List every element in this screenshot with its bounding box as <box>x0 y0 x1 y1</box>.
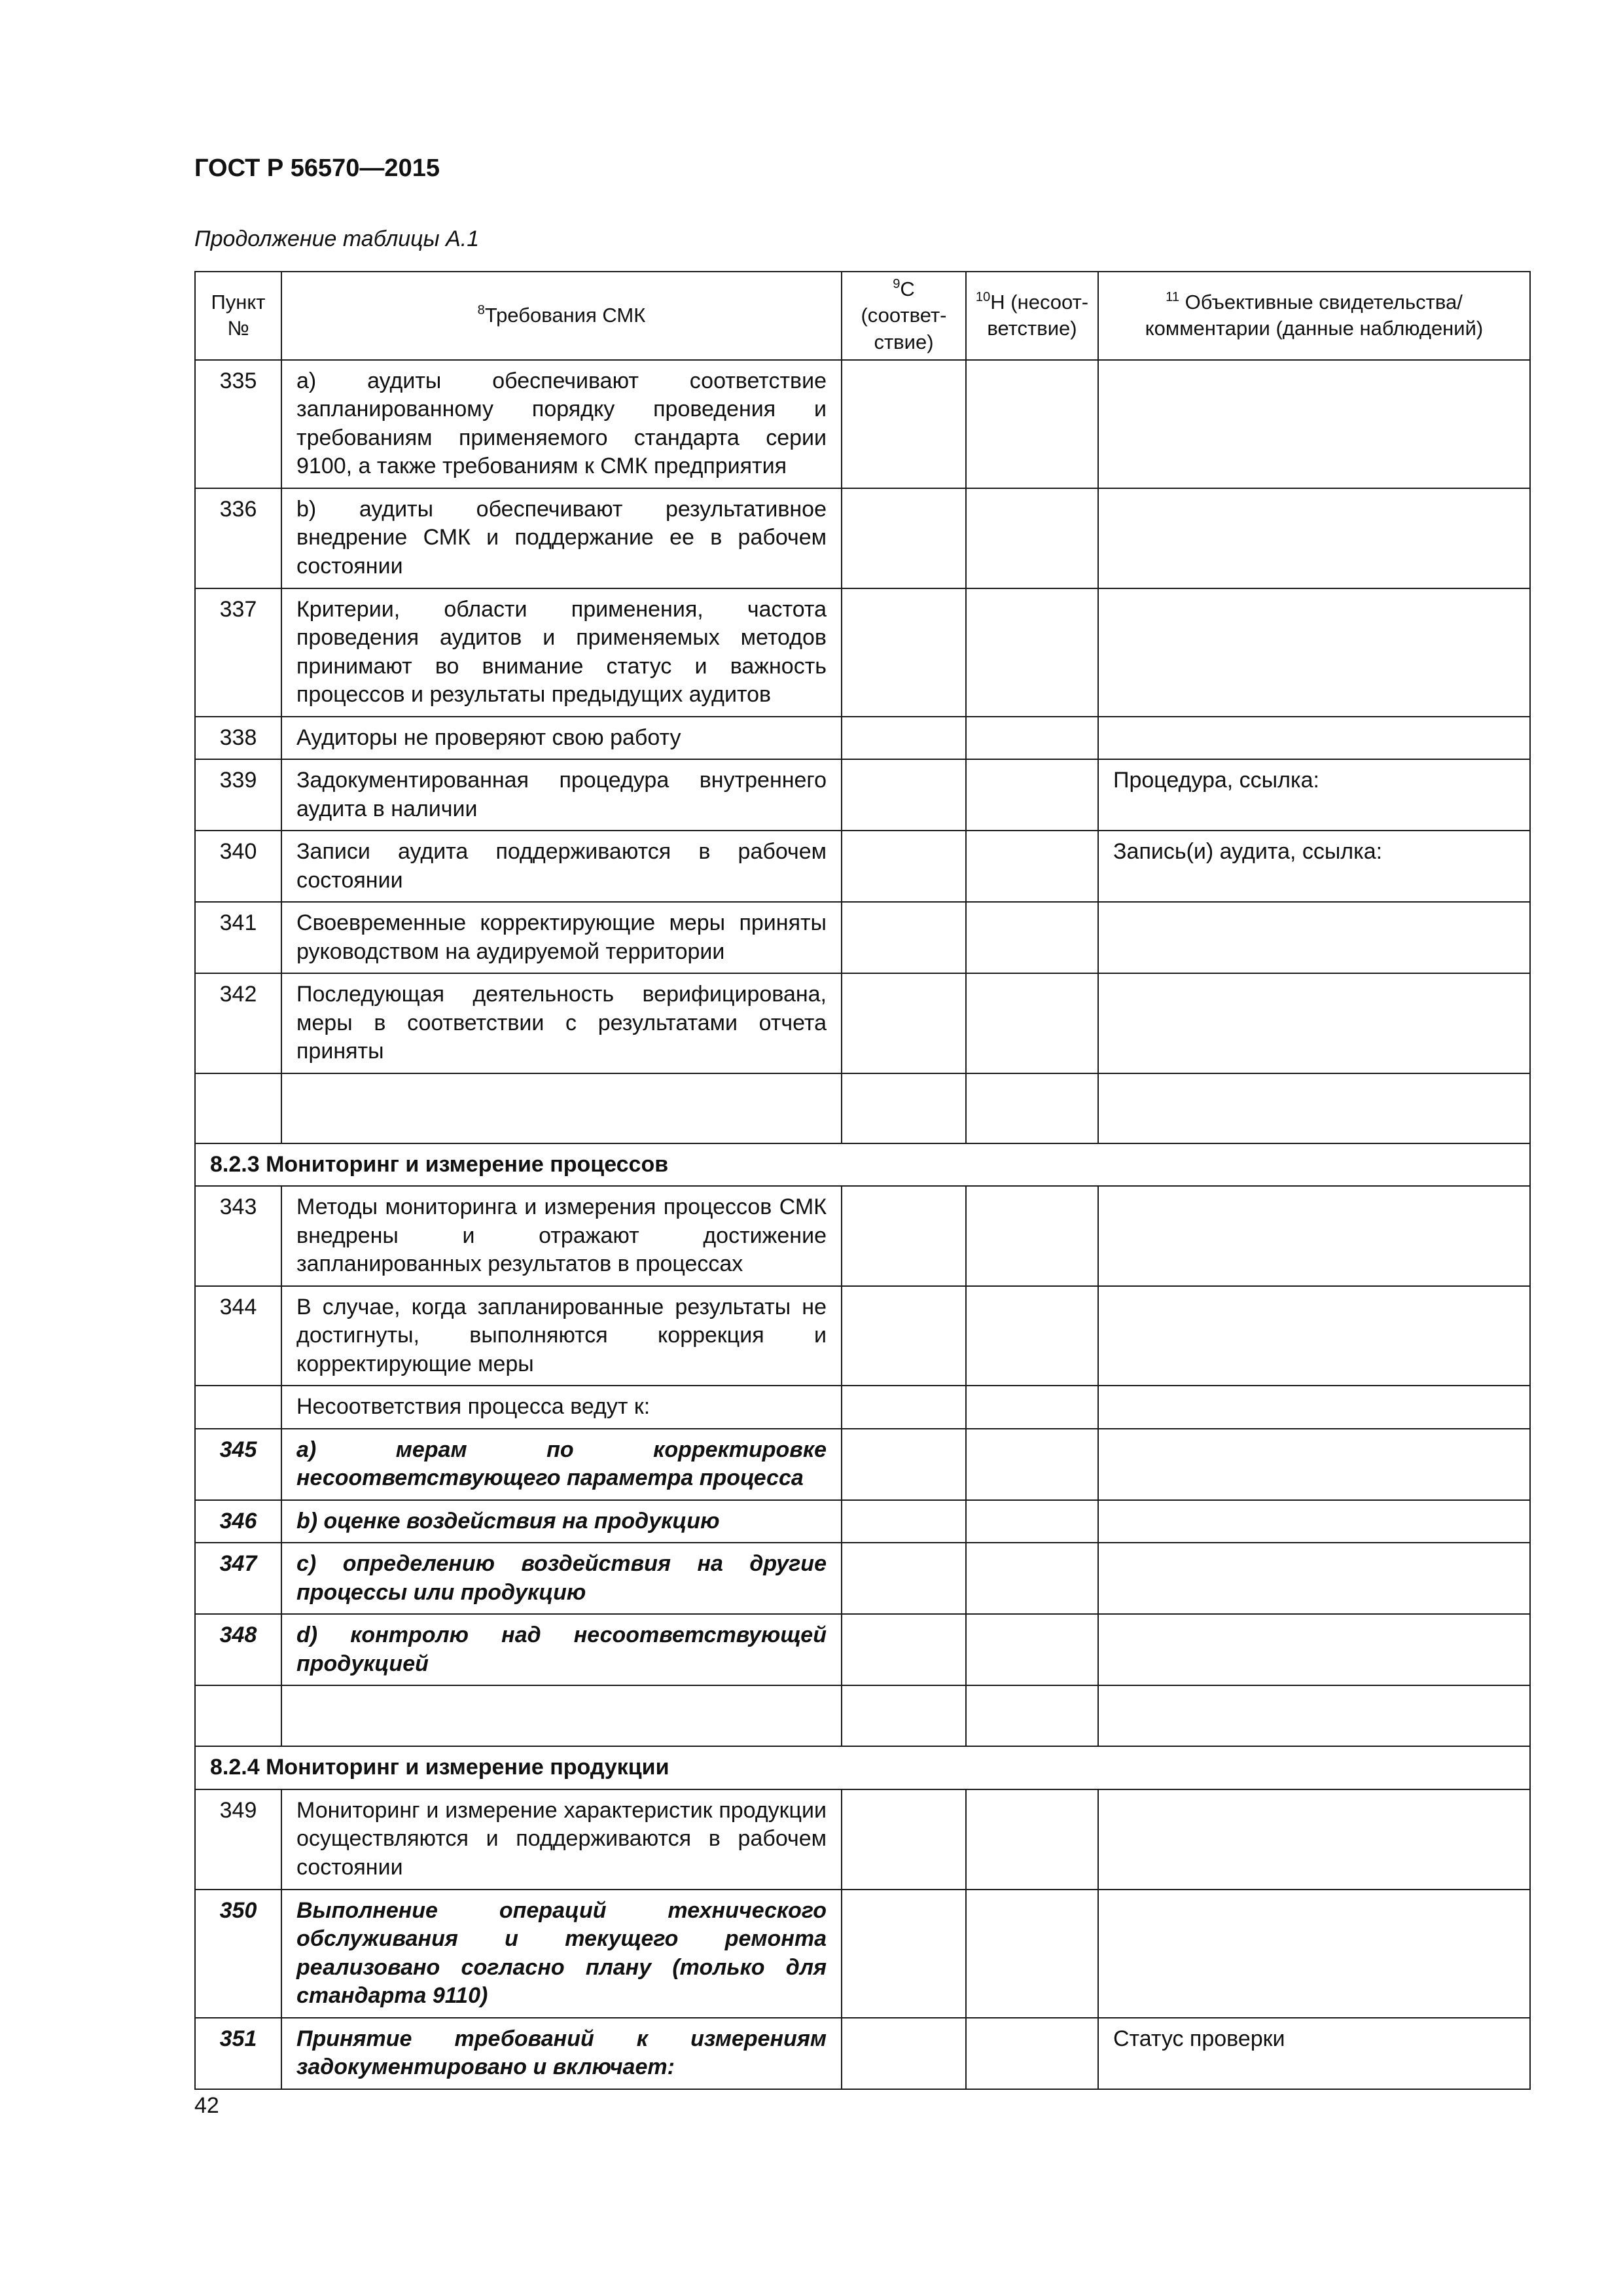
conformity-cell[interactable] <box>842 759 966 831</box>
empty-cell[interactable] <box>966 1685 1098 1746</box>
table-row <box>195 1789 1530 1890</box>
row-number: 350 <box>195 1890 281 2018</box>
table-row <box>195 588 1530 717</box>
conformity-cell[interactable] <box>842 1614 966 1685</box>
header-requirements: $^8$Требования СМК <box>281 272 842 360</box>
conformity-cell[interactable] <box>842 1890 966 2018</box>
table-header-row <box>195 272 1530 360</box>
row-requirement: Последующая деятельность верифицирована, меры в соответствии с результатами отчета приняты <box>281 973 842 1073</box>
table-row <box>195 2018 1530 2089</box>
table-row <box>195 1429 1530 1500</box>
empty-cell <box>195 1685 281 1746</box>
nonconformity-cell[interactable] <box>966 759 1098 831</box>
evidence-cell[interactable] <box>1098 1186 1530 1286</box>
section-heading: 8.2.3 Мониторинг и измерение процессов <box>195 1143 1530 1187</box>
row-number: 340 <box>195 831 281 902</box>
row-requirement: Записи аудита поддерживаются в рабочем состоянии <box>281 831 842 902</box>
nonconformity-cell[interactable] <box>966 1890 1098 2018</box>
conformity-cell[interactable] <box>842 973 966 1073</box>
row-number: 351 <box>195 2018 281 2089</box>
empty-cell[interactable] <box>842 1685 966 1746</box>
row-requirement: Методы мониторинга и измерения процессов СМК внедрены и отражают достижение запланированных результатов в процессах <box>281 1186 842 1286</box>
row-requirement: Своевременные корректирующие меры приняты руководством на аудируемой территории <box>281 902 842 973</box>
evidence-cell[interactable] <box>1098 1789 1530 1890</box>
nonconformity-cell[interactable] <box>966 1614 1098 1685</box>
empty-cell <box>281 1685 842 1746</box>
row-number: 345 <box>195 1429 281 1500</box>
table-row <box>195 973 1530 1073</box>
conformity-cell[interactable] <box>842 1500 966 1543</box>
nonconformity-cell[interactable] <box>966 360 1098 488</box>
page-number: 42 <box>194 2093 219 2118</box>
section-row <box>195 1143 1530 1187</box>
row-requirement: Принятие требований к измерениям задокументировано и включает: <box>281 2018 842 2089</box>
row-number: 338 <box>195 717 281 760</box>
conformity-cell[interactable] <box>842 902 966 973</box>
header-item-number: Пункт № <box>195 272 281 360</box>
evidence-cell[interactable] <box>1098 1890 1530 2018</box>
section-row <box>195 1746 1530 1789</box>
table-row <box>195 717 1530 760</box>
evidence-cell[interactable] <box>1098 973 1530 1073</box>
evidence-cell[interactable] <box>1098 488 1530 588</box>
evidence-cell[interactable] <box>1098 588 1530 717</box>
table-row-empty <box>195 1685 1530 1746</box>
empty-cell <box>281 1073 842 1143</box>
conformity-cell[interactable] <box>842 1386 966 1429</box>
nonconformity-cell[interactable] <box>966 717 1098 760</box>
table-continuation-caption: Продолжение таблицы А.1 <box>194 226 480 251</box>
conformity-cell[interactable] <box>842 1429 966 1500</box>
nonconformity-cell[interactable] <box>966 1186 1098 1286</box>
table-row <box>195 902 1530 973</box>
conformity-cell[interactable] <box>842 1789 966 1890</box>
document-code: ГОСТ Р 56570—2015 <box>194 154 440 182</box>
row-number: 347 <box>195 1543 281 1614</box>
conformity-cell[interactable] <box>842 1543 966 1614</box>
nonconformity-cell[interactable] <box>966 973 1098 1073</box>
row-requirement: Аудиторы не проверяют свою работу <box>281 717 842 760</box>
conformity-cell[interactable] <box>842 2018 966 2089</box>
empty-cell[interactable] <box>966 1073 1098 1143</box>
conformity-cell[interactable] <box>842 360 966 488</box>
empty-cell <box>195 1073 281 1143</box>
evidence-cell[interactable] <box>1098 360 1530 488</box>
row-number: 337 <box>195 588 281 717</box>
conformity-cell[interactable] <box>842 831 966 902</box>
evidence-cell[interactable] <box>1098 1386 1530 1429</box>
evidence-cell[interactable] <box>1098 1286 1530 1386</box>
header-conformity: $^9$С (соответ-ствие) <box>842 272 966 360</box>
row-number: 346 <box>195 1500 281 1543</box>
row-requirement: d) контролю над несоответствующей продукцией <box>281 1614 842 1685</box>
row-number: 349 <box>195 1789 281 1890</box>
nonconformity-cell[interactable] <box>966 1500 1098 1543</box>
row-requirement: a) аудиты обеспечивают соответствие запланированному порядку проведения и требованиям применяемого стандарта серии 9100, а также требованиям к СМК предприятия <box>281 360 842 488</box>
row-number <box>195 1386 281 1429</box>
row-requirement: b) аудиты обеспечивают результативное внедрение СМК и поддержание ее в рабочем состоянии <box>281 488 842 588</box>
table-row <box>195 831 1530 902</box>
empty-cell[interactable] <box>842 1073 966 1143</box>
nonconformity-cell[interactable] <box>966 588 1098 717</box>
row-number: 339 <box>195 759 281 831</box>
conformity-cell[interactable] <box>842 1286 966 1386</box>
table-row <box>195 1186 1530 1286</box>
nonconformity-cell[interactable] <box>966 488 1098 588</box>
header-evidence: $^{11}$ Объективные свидетельства/ комментарии (данные наблюдений) <box>1098 272 1530 360</box>
row-requirement: c) определению воздействия на другие процессы или продукцию <box>281 1543 842 1614</box>
row-number: 342 <box>195 973 281 1073</box>
table-row <box>195 1286 1530 1386</box>
nonconformity-cell[interactable] <box>966 1543 1098 1614</box>
row-requirement: a) мерам по корректировке несоответствующего параметра процесса <box>281 1429 842 1500</box>
row-requirement: В случае, когда запланированные результаты не достигнуты, выполняются коррекция и корректирующие меры <box>281 1286 842 1386</box>
nonconformity-cell[interactable] <box>966 1789 1098 1890</box>
nonconformity-cell[interactable] <box>966 1386 1098 1429</box>
table-row <box>195 759 1530 831</box>
row-number: 335 <box>195 360 281 488</box>
evidence-cell[interactable] <box>1098 717 1530 760</box>
evidence-cell[interactable]: Процедура, ссылка: <box>1098 759 1530 831</box>
row-requirement: Несоответствия процесса ведут к: <box>281 1386 842 1429</box>
row-number: 341 <box>195 902 281 973</box>
nonconformity-cell[interactable] <box>966 1286 1098 1386</box>
evidence-cell[interactable]: Запись(и) аудита, ссылка: <box>1098 831 1530 902</box>
table-row <box>195 1614 1530 1685</box>
requirements-table <box>194 271 1531 2090</box>
nonconformity-cell[interactable] <box>966 2018 1098 2089</box>
table-row <box>195 1500 1530 1543</box>
row-number: 343 <box>195 1186 281 1286</box>
empty-cell[interactable] <box>1098 1073 1530 1143</box>
section-heading: 8.2.4 Мониторинг и измерение продукции <box>195 1746 1530 1789</box>
table-row <box>195 1386 1530 1429</box>
conformity-cell[interactable] <box>842 588 966 717</box>
row-number: 336 <box>195 488 281 588</box>
table-row <box>195 1890 1530 2018</box>
table-row <box>195 488 1530 588</box>
row-requirement: b) оценке воздействия на продукцию <box>281 1500 842 1543</box>
evidence-cell[interactable] <box>1098 902 1530 973</box>
conformity-cell[interactable] <box>842 1186 966 1286</box>
conformity-cell[interactable] <box>842 717 966 760</box>
evidence-cell[interactable] <box>1098 1543 1530 1614</box>
table-row <box>195 360 1530 488</box>
empty-cell[interactable] <box>1098 1685 1530 1746</box>
row-number: 348 <box>195 1614 281 1685</box>
evidence-cell[interactable] <box>1098 1500 1530 1543</box>
row-number: 344 <box>195 1286 281 1386</box>
table-row <box>195 1543 1530 1614</box>
nonconformity-cell[interactable] <box>966 831 1098 902</box>
row-requirement: Критерии, области применения, частота проведения аудитов и применяемых методов принимают во внимание статус и важность процессов и результаты предыдущих аудитов <box>281 588 842 717</box>
row-requirement: Выполнение операций технического обслуживания и текущего ремонта реализовано согласно плану (только для стандарта 9110) <box>281 1890 842 2018</box>
nonconformity-cell[interactable] <box>966 1429 1098 1500</box>
conformity-cell[interactable] <box>842 488 966 588</box>
table-row-empty <box>195 1073 1530 1143</box>
evidence-cell[interactable]: Статус проверки <box>1098 2018 1530 2089</box>
header-nonconformity: $^{10}$Н (несоот-ветствие) <box>966 272 1098 360</box>
evidence-cell[interactable] <box>1098 1614 1530 1685</box>
evidence-cell[interactable] <box>1098 1429 1530 1500</box>
row-requirement: Задокументированная процедура внутреннего аудита в наличии <box>281 759 842 831</box>
row-requirement: Мониторинг и измерение характеристик продукции осуществляются и поддерживаются в рабочем состоянии <box>281 1789 842 1890</box>
nonconformity-cell[interactable] <box>966 902 1098 973</box>
